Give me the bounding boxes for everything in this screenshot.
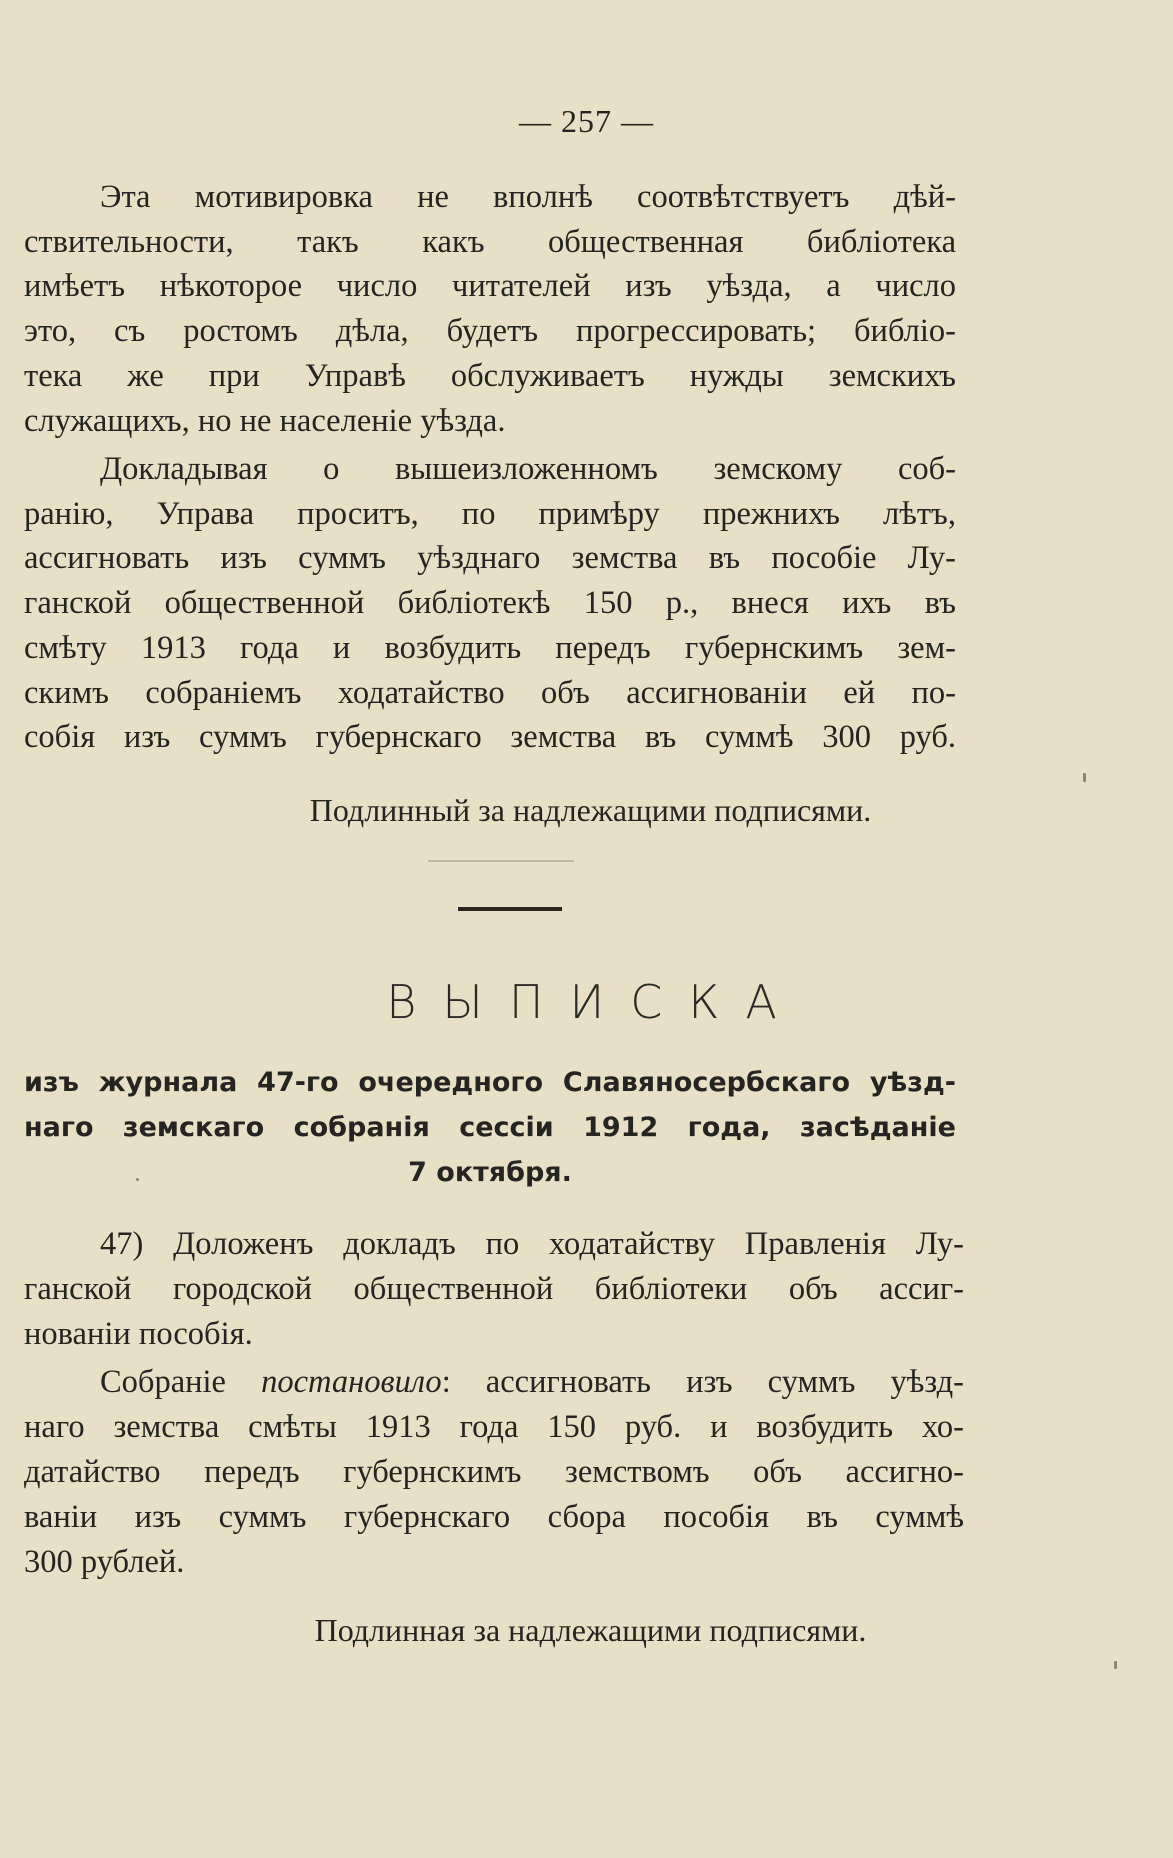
text-line: нованіи пособія. (24, 1316, 253, 1352)
paper-speck (136, 1178, 139, 1181)
paper-speck (1083, 773, 1086, 782)
paper-speck (1114, 1661, 1117, 1669)
paragraph-motivation (24, 175, 956, 443)
text-line: 47) Доложенъ докладъ по ходатайству Правленія Лу- (100, 1226, 964, 1262)
text-line: ваніи изъ суммъ губернскаго сбора пособія въ суммѣ (24, 1499, 964, 1535)
text-line: датайство передъ губернскимъ земствомъ объ ассигно- (24, 1454, 964, 1490)
signature-line-1: Подлинный за надлежащими подписями. (309, 792, 872, 828)
faint-divider (428, 860, 574, 862)
text-line: Докладывая о вышеизложенномъ земскому соб- (100, 451, 956, 487)
text-line: собія изъ суммъ губернскаго земства въ суммѣ 300 руб. (24, 719, 956, 756)
section-heading: ВЫПИСКА (386, 975, 803, 1029)
text-line: имѣетъ нѣкоторое число читателей изъ уѣзда, а число (24, 268, 956, 305)
signature-line-2: Подлинная за надлежащими подписями. (314, 1612, 867, 1648)
italic-word: постановило (261, 1364, 442, 1400)
text-line: тека же при Управѣ обслуживаетъ нужды земскихъ (24, 357, 956, 394)
text-line: ганской общественной библіотекѣ 150 р., внеся ихъ въ (24, 585, 956, 622)
text-line: ассигновать изъ суммъ уѣзднаго земства въ пособіе Лу- (24, 540, 956, 577)
page-number: — 257 — (519, 103, 654, 139)
text-line: ранію, Управа проситъ, по примѣру прежнихъ лѣтъ, (24, 495, 956, 532)
text-line: Эта мотивировка не вполнѣ соотвѣтствуетъ дѣй- (100, 179, 956, 215)
paragraph-resolution (24, 1360, 964, 1585)
paragraph-report (24, 447, 956, 760)
subheading-line: изъ журнала 47-го очередного Славяносербскаго уѣзд- (24, 1067, 956, 1098)
text-line: наго земства смѣты 1913 года 150 руб. и возбудить хо- (24, 1409, 964, 1445)
paragraph-item-47 (24, 1222, 964, 1357)
subheading-line: 7 октября. (408, 1157, 572, 1188)
text-line: это, съ ростомъ дѣла, будетъ прогрессировать; библіо- (24, 313, 956, 350)
text-run: Собраніе (100, 1364, 226, 1400)
text-line: смѣту 1913 года и возбудить передъ губернскимъ зем- (24, 629, 956, 666)
text-line: ганской городской общественной библіотеки объ ассиг- (24, 1271, 964, 1307)
text-line: ствительности, такъ какъ общественная библіотека (24, 223, 956, 260)
text-run: : ассигновать изъ суммъ уѣзд- (441, 1364, 964, 1400)
section-divider (458, 907, 562, 911)
section-subheading (24, 1060, 956, 1195)
text-line: скимъ собраніемъ ходатайство объ ассигнованіи ей по- (24, 674, 956, 711)
text-line (24, 1360, 964, 1405)
text-line: 300 рублей. (24, 1544, 185, 1580)
subheading-line: наго земскаго собранія сессіи 1912 года, засѣданіе (24, 1112, 956, 1143)
text-line: служащихъ, но не населеніе уѣзда. (24, 402, 506, 439)
